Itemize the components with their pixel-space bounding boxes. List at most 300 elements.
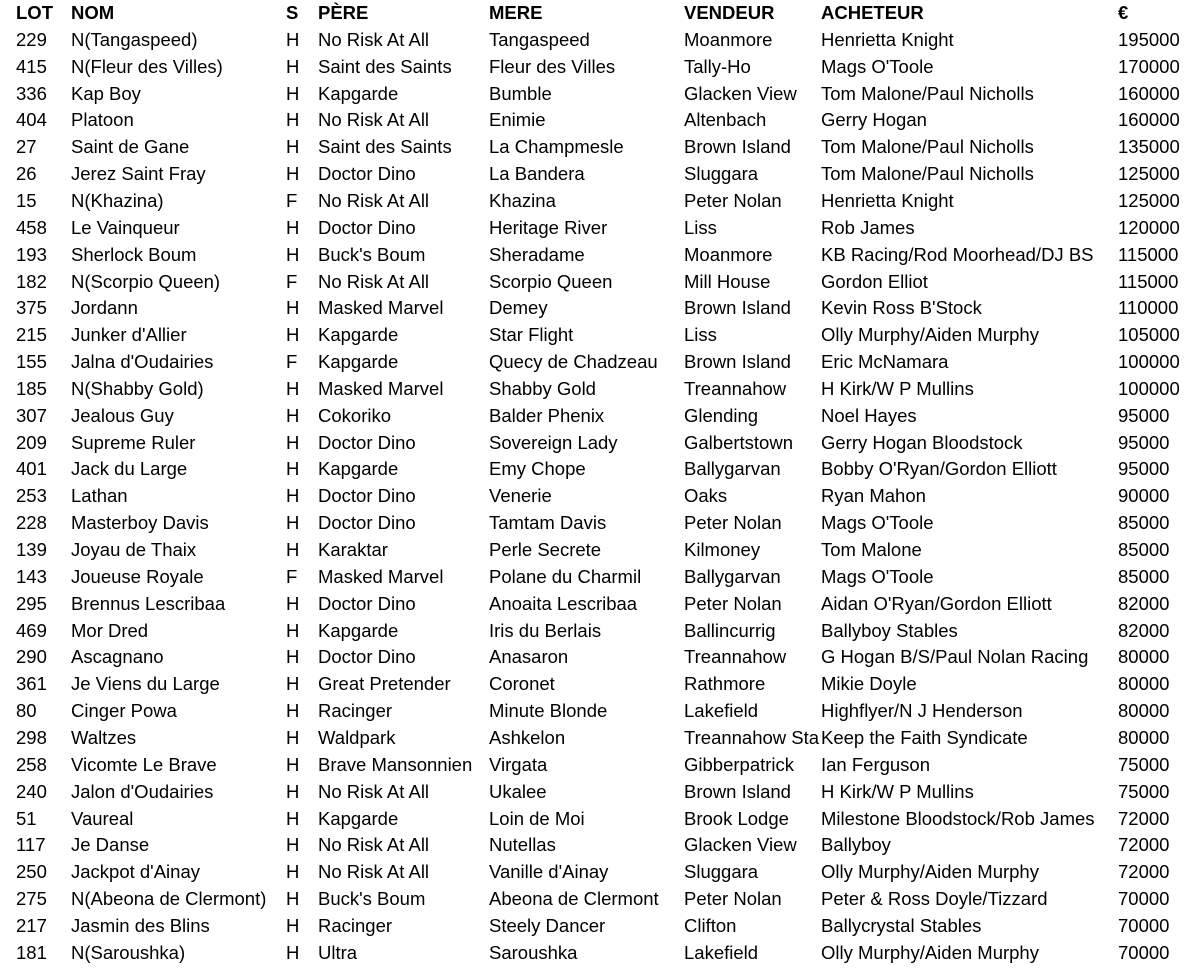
lot-cell: 15 [16, 189, 37, 211]
vendor-cell: Treannahow [684, 646, 787, 668]
lot-cell: 253 [16, 485, 47, 507]
price-cell: 75000 [1118, 753, 1170, 775]
sire-cell: Great Pretender [318, 673, 451, 695]
vendor-cell: Tally-Ho [684, 55, 751, 77]
buyer-cell: Olly Murphy/Aiden Murphy [821, 941, 1039, 963]
price-cell: 70000 [1118, 888, 1170, 910]
sex-cell: H [286, 243, 300, 265]
lot-cell: 240 [16, 780, 47, 802]
price-cell: 72000 [1118, 807, 1170, 829]
lot-cell: 215 [16, 324, 47, 346]
dam-cell: Balder Phenix [489, 404, 605, 426]
lot-cell: 51 [16, 807, 37, 829]
lot-cell: 181 [16, 941, 47, 963]
table-row [0, 322, 1200, 349]
table-row [0, 376, 1200, 403]
dam-cell: Loin de Moi [489, 807, 585, 829]
price-cell: 85000 [1118, 565, 1170, 587]
name-cell: Platoon [71, 109, 134, 131]
sire-cell: Doctor Dino [318, 216, 416, 238]
name-cell: Saint de Gane [71, 136, 190, 158]
buyer-cell: Highflyer/N J Henderson [821, 700, 1023, 722]
table-row [0, 349, 1200, 376]
lot-cell: 143 [16, 565, 47, 587]
price-cell: 85000 [1118, 512, 1170, 534]
dam-cell: Sheradame [489, 243, 585, 265]
vendor-cell: Altenbach [684, 109, 767, 131]
dam-cell: Nutellas [489, 834, 556, 856]
sex-cell: H [286, 726, 300, 748]
vendor-cell: Liss [684, 324, 717, 346]
buyer-cell: Tom Malone/Paul Nicholls [821, 136, 1034, 158]
buyer-cell: Keep the Faith Syndicate [821, 726, 1028, 748]
dam-cell: Iris du Berlais [489, 619, 602, 641]
buyer-cell: Gordon Elliot [821, 270, 928, 292]
table-row [0, 403, 1200, 430]
price-cell: 195000 [1118, 28, 1180, 50]
lot-cell: 80 [16, 700, 37, 722]
name-cell: Le Vainqueur [71, 216, 180, 238]
lot-cell: 298 [16, 726, 47, 748]
buyer-cell: H Kirk/W P Mullins [821, 780, 974, 802]
price-cell: 115000 [1118, 270, 1179, 292]
name-cell: Je Viens du Large [71, 673, 220, 695]
price-cell: 80000 [1118, 700, 1170, 722]
name-cell: Junker d'Allier [71, 324, 187, 346]
table-row [0, 510, 1200, 537]
dam-cell: Shabby Gold [489, 377, 596, 399]
table-row [0, 779, 1200, 806]
vendor-cell: Sluggara [684, 861, 759, 883]
sex-cell: H [286, 700, 300, 722]
sex-cell: H [286, 297, 300, 319]
buyer-cell: Olly Murphy/Aiden Murphy [821, 861, 1039, 883]
table-row [0, 698, 1200, 725]
name-header: NOM [71, 2, 115, 23]
table-row [0, 671, 1200, 698]
sex-cell: H [286, 163, 300, 185]
price-cell: 95000 [1118, 431, 1170, 453]
vendor-cell: Peter Nolan [684, 888, 782, 910]
vendor-cell: Brown Island [684, 136, 791, 158]
price-cell: 80000 [1118, 726, 1170, 748]
name-cell: Vaureal [71, 807, 134, 829]
sire-cell: Doctor Dino [318, 512, 416, 534]
buyer-cell: G Hogan B/S/Paul Nolan Racing [821, 646, 1089, 668]
vendor-cell: Rathmore [684, 673, 766, 695]
sex-cell: H [286, 82, 300, 104]
name-cell: Jalon d'Oudairies [71, 780, 214, 802]
price-cell: 70000 [1118, 914, 1170, 936]
name-cell: Jasmin des Blins [71, 914, 210, 936]
price-cell: 95000 [1118, 404, 1170, 426]
dam-cell: Venerie [489, 485, 552, 507]
lot-cell: 458 [16, 216, 47, 238]
sex-cell: H [286, 646, 300, 668]
buyer-cell: Bobby O'Ryan/Gordon Elliott [821, 458, 1057, 480]
sex-cell: H [286, 780, 300, 802]
table-row [0, 430, 1200, 457]
dam-cell: Heritage River [489, 216, 608, 238]
table-row [0, 188, 1200, 215]
buyer-cell: Gerry Hogan Bloodstock [821, 431, 1023, 453]
lot-cell: 336 [16, 82, 47, 104]
dam-cell: Steely Dancer [489, 914, 606, 936]
price-cell: 72000 [1118, 861, 1170, 883]
name-cell: Joyau de Thaix [71, 539, 197, 560]
buyer-cell: Tom Malone/Paul Nicholls [821, 82, 1034, 104]
sire-cell: Doctor Dino [318, 431, 416, 453]
sex-cell: F [286, 565, 298, 587]
sire-cell: Masked Marvel [318, 377, 444, 399]
buyer-cell: Ballyboy [821, 834, 891, 856]
price-cell: 82000 [1118, 592, 1170, 614]
buyer-cell: Ballyboy Stables [821, 619, 958, 641]
sire-cell: Karaktar [318, 539, 388, 560]
dam-cell: Tangaspeed [489, 28, 590, 50]
dam-cell: Sovereign Lady [489, 431, 618, 453]
name-cell: Jealous Guy [71, 404, 174, 426]
buyer-cell: Milestone Bloodstock/Rob James [821, 807, 1095, 829]
price-cell: 125000 [1118, 189, 1180, 211]
sire-cell: Racinger [318, 914, 393, 936]
name-cell: N(Tangaspeed) [71, 28, 198, 50]
vendor-cell: Moanmore [684, 28, 773, 50]
price-cell: 82000 [1118, 619, 1170, 641]
lot-cell: 27 [16, 136, 37, 158]
sex-cell: H [286, 216, 300, 238]
table-row [0, 81, 1200, 108]
table-row [0, 107, 1200, 134]
table-row [0, 886, 1200, 913]
dam-cell: Demey [489, 297, 548, 319]
buyer-cell: Aidan O'Ryan/Gordon Elliott [821, 592, 1052, 614]
price-cell: 170000 [1118, 55, 1180, 77]
dam-cell: Khazina [489, 189, 556, 211]
sex-cell: H [286, 807, 300, 829]
buyer-cell: Ian Ferguson [821, 753, 931, 775]
sex-cell: H [286, 753, 300, 775]
vendor-header: VENDEUR [684, 2, 775, 23]
dam-cell: La Bandera [489, 163, 585, 185]
sire-cell: Doctor Dino [318, 592, 416, 614]
vendor-cell: Ballygarvan [684, 565, 781, 587]
sire-cell: Buck's Boum [318, 243, 426, 265]
sire-cell: Ultra [318, 941, 358, 963]
dam-cell: Saroushka [489, 941, 578, 963]
lot-cell: 307 [16, 404, 47, 426]
vendor-cell: Oaks [684, 485, 728, 507]
lot-cell: 209 [16, 431, 47, 453]
sex-cell: H [286, 431, 300, 453]
dam-cell: Star Flight [489, 324, 574, 346]
table-row [0, 591, 1200, 618]
dam-cell: La Champmesle [489, 136, 624, 158]
sire-cell: No Risk At All [318, 28, 430, 50]
dam-cell: Enimie [489, 109, 546, 131]
buyer-header: ACHETEUR [821, 2, 924, 23]
dam-cell: Quecy de Chadzeau [489, 351, 658, 373]
vendor-cell: Ballygarvan [684, 458, 781, 480]
name-cell: N(Saroushka) [71, 941, 186, 963]
lot-cell: 185 [16, 377, 47, 399]
name-cell: N(Abeona de Clermont) [71, 888, 267, 910]
lot-cell: 404 [16, 109, 47, 131]
buyer-cell: Kevin Ross B'Stock [821, 297, 982, 319]
lot-cell: 229 [16, 28, 47, 50]
dam-cell: Minute Blonde [489, 700, 608, 722]
header-row [0, 0, 1200, 27]
lot-cell: 361 [16, 673, 47, 695]
sex-cell: H [286, 592, 300, 614]
name-cell: Mor Dred [71, 619, 149, 641]
price-cell: 95000 [1118, 458, 1170, 480]
buyer-cell: H Kirk/W P Mullins [821, 377, 974, 399]
sex-cell: H [286, 914, 300, 936]
sex-cell: F [286, 270, 298, 292]
sire-header: PÈRE [318, 2, 369, 23]
sex-cell: H [286, 539, 300, 560]
sex-cell: H [286, 619, 300, 641]
lot-cell: 217 [16, 914, 47, 936]
name-cell: Kap Boy [71, 82, 141, 104]
sex-cell: H [286, 109, 300, 131]
price-cell: 105000 [1118, 324, 1180, 346]
sex-cell: H [286, 861, 300, 883]
sire-cell: Doctor Dino [318, 485, 416, 507]
sire-cell: No Risk At All [318, 834, 430, 856]
sex-cell: H [286, 458, 300, 480]
table-row [0, 295, 1200, 322]
sex-cell: H [286, 512, 300, 534]
sire-cell: Waldpark [318, 726, 396, 748]
lot-cell: 469 [16, 619, 47, 641]
dam-cell: Anasaron [489, 646, 569, 668]
vendor-cell: Gibberpatrick [684, 753, 795, 775]
vendor-cell: Sluggara [684, 163, 759, 185]
buyer-cell: Gerry Hogan [821, 109, 927, 131]
sex-cell: H [286, 377, 300, 399]
buyer-cell: Ryan Mahon [821, 485, 926, 507]
sire-cell: No Risk At All [318, 780, 430, 802]
sire-cell: Kapgarde [318, 82, 399, 104]
name-cell: Jack du Large [71, 458, 188, 480]
dam-cell: Vanille d'Ainay [489, 861, 609, 883]
sex-cell: H [286, 888, 300, 910]
lot-cell: 275 [16, 888, 47, 910]
sire-cell: Doctor Dino [318, 163, 416, 185]
vendor-cell: Brown Island [684, 297, 791, 319]
sex-cell: H [286, 834, 300, 856]
buyer-cell: Henrietta Knight [821, 189, 954, 211]
dam-cell: Abeona de Clermont [489, 888, 659, 910]
lot-cell: 117 [16, 834, 46, 856]
dam-cell: Emy Chope [489, 458, 586, 480]
table-row [0, 913, 1200, 940]
lot-cell: 258 [16, 753, 47, 775]
vendor-cell: Lakefield [684, 700, 759, 722]
vendor-cell: Peter Nolan [684, 592, 782, 614]
dam-cell: Fleur des Villes [489, 55, 616, 77]
price-cell: 72000 [1118, 834, 1170, 856]
lot-cell: 375 [16, 297, 47, 319]
lot-cell: 193 [16, 243, 47, 265]
sex-cell: H [286, 324, 300, 346]
sex-header: S [286, 2, 299, 23]
name-cell: Jordann [71, 297, 138, 319]
vendor-cell: Glending [684, 404, 759, 426]
sex-cell: H [286, 485, 300, 507]
vendor-cell: Treannahow [684, 377, 787, 399]
price-cell: 75000 [1118, 780, 1170, 802]
name-cell: Brennus Lescribaa [71, 592, 226, 614]
sex-cell: H [286, 28, 300, 50]
vendor-cell: Brook Lodge [684, 807, 789, 829]
name-cell: Jalna d'Oudairies [71, 351, 214, 373]
vendor-cell: Brown Island [684, 351, 791, 373]
sire-cell: Saint des Saints [318, 55, 452, 77]
table-row [0, 215, 1200, 242]
table-row [0, 134, 1200, 161]
price-cell: 160000 [1118, 82, 1180, 104]
dam-cell: Tamtam Davis [489, 512, 607, 534]
sire-cell: No Risk At All [318, 109, 430, 131]
dam-cell: Polane du Charmil [489, 565, 642, 587]
name-cell: Jerez Saint Fray [71, 163, 206, 185]
table-row [0, 27, 1200, 54]
vendor-cell: Peter Nolan [684, 189, 782, 211]
price-cell: 90000 [1118, 485, 1170, 507]
table-row [0, 483, 1200, 510]
price-cell: 160000 [1118, 109, 1180, 131]
vendor-cell: Mill House [684, 270, 771, 292]
sex-cell: H [286, 55, 300, 77]
name-cell: Cinger Powa [71, 700, 177, 722]
table-row [0, 242, 1200, 269]
table-row [0, 564, 1200, 591]
name-cell: Ascagnano [71, 646, 164, 668]
lot-cell: 139 [16, 539, 47, 560]
buyer-cell: Mags O'Toole [821, 55, 934, 77]
dam-cell: Ashkelon [489, 726, 566, 748]
sire-cell: Doctor Dino [318, 646, 416, 668]
name-cell: N(Scorpio Queen) [71, 270, 221, 292]
table-row [0, 752, 1200, 779]
price-cell: 80000 [1118, 646, 1170, 668]
buyer-cell: Tom Malone [821, 539, 922, 560]
table-row [0, 618, 1200, 645]
sire-cell: No Risk At All [318, 861, 430, 883]
name-cell: Vicomte Le Brave [71, 753, 217, 775]
table-row [0, 806, 1200, 833]
name-cell: Je Danse [71, 834, 150, 856]
dam-cell: Coronet [489, 673, 555, 695]
lot-cell: 290 [16, 646, 47, 668]
name-cell: Masterboy Davis [71, 512, 209, 534]
vendor-cell: Peter Nolan [684, 512, 782, 534]
table-row [0, 725, 1200, 752]
name-cell: Jackpot d'Ainay [71, 861, 200, 883]
sire-cell: Kapgarde [318, 807, 399, 829]
price-cell: 115000 [1118, 243, 1179, 265]
price-cell: 100000 [1118, 377, 1180, 399]
buyer-cell: Rob James [821, 216, 915, 238]
name-cell: Joueuse Royale [71, 565, 204, 587]
vendor-cell: Glacken View [684, 82, 797, 104]
sex-cell: H [286, 404, 300, 426]
vendor-cell: Lakefield [684, 941, 759, 963]
name-cell: N(Shabby Gold) [71, 377, 204, 399]
sire-cell: Kapgarde [318, 619, 399, 641]
price-cell: 135000 [1118, 136, 1180, 158]
lot-cell: 26 [16, 163, 37, 185]
lot-cell: 182 [16, 270, 47, 292]
price-cell: 120000 [1118, 216, 1180, 238]
sire-cell: Racinger [318, 700, 393, 722]
name-cell: N(Khazina) [71, 189, 164, 211]
sex-cell: H [286, 136, 300, 158]
table-row [0, 161, 1200, 188]
lot-cell: 295 [16, 592, 47, 614]
lot-cell: 415 [16, 55, 47, 77]
dam-cell: Virgata [489, 753, 548, 775]
dam-cell: Anoaita Lescribaa [489, 592, 638, 614]
sire-cell: Saint des Saints [318, 136, 452, 158]
name-cell: Lathan [71, 485, 128, 507]
buyer-cell: Henrietta Knight [821, 28, 954, 50]
buyer-cell: Olly Murphy/Aiden Murphy [821, 324, 1039, 346]
dam-cell: Scorpio Queen [489, 270, 613, 292]
table-row [0, 54, 1200, 81]
buyer-cell: KB Racing/Rod Moorhead/DJ BS [821, 243, 1094, 265]
sire-cell: Buck's Boum [318, 888, 426, 910]
sire-cell: No Risk At All [318, 189, 430, 211]
sire-cell: Masked Marvel [318, 565, 444, 587]
vendor-cell: Liss [684, 216, 717, 238]
vendor-cell: Glacken View [684, 834, 797, 856]
table-row [0, 644, 1200, 671]
price-cell: 85000 [1118, 539, 1170, 560]
price-cell: 100000 [1118, 351, 1180, 373]
vendor-cell: Treannahow Sta [684, 726, 820, 748]
dam-header: MERE [489, 2, 543, 23]
vendor-cell: Clifton [684, 914, 737, 936]
buyer-cell: Mikie Doyle [821, 673, 917, 695]
sire-cell: Masked Marvel [318, 297, 444, 319]
buyer-cell: Eric McNamara [821, 351, 949, 373]
lot-cell: 228 [16, 512, 47, 534]
vendor-cell: Moanmore [684, 243, 773, 265]
vendor-cell: Ballincurrig [684, 619, 776, 641]
price-header: € [1118, 2, 1129, 23]
dam-cell: Ukalee [489, 780, 547, 802]
dam-cell: Perle Secrete [489, 539, 602, 560]
sex-cell: H [286, 673, 300, 695]
table-row [0, 832, 1200, 859]
sire-cell: Brave Mansonnien [318, 753, 473, 775]
sire-cell: Kapgarde [318, 351, 399, 373]
price-cell: 70000 [1118, 941, 1170, 963]
sire-cell: No Risk At All [318, 270, 430, 292]
vendor-cell: Galbertstown [684, 431, 793, 453]
sex-cell: F [286, 351, 298, 373]
name-cell: Waltzes [71, 726, 137, 748]
table-row [0, 456, 1200, 483]
lot-cell: 401 [16, 458, 47, 480]
sex-cell: H [286, 941, 300, 963]
table-row [0, 269, 1200, 296]
sire-cell: Kapgarde [318, 324, 399, 346]
